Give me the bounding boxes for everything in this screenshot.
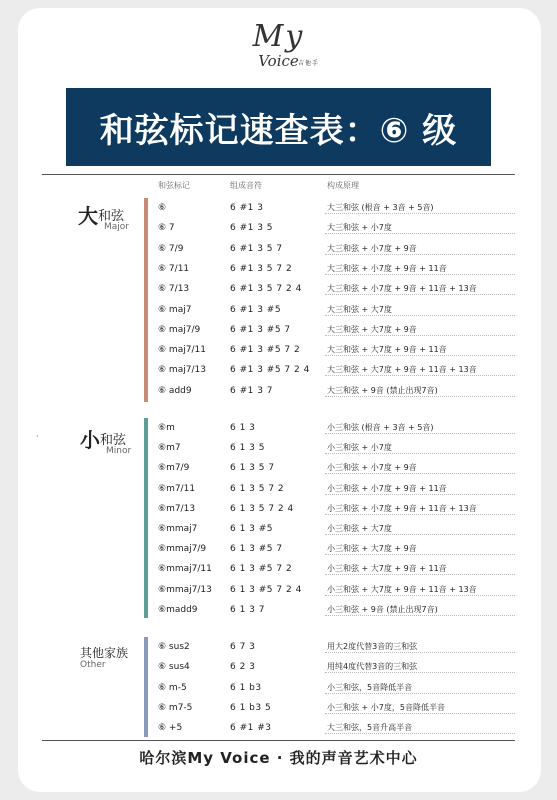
chord-notes: 6 1 3 #5 7 2 4	[230, 584, 302, 595]
row-divider	[325, 473, 515, 474]
row-divider	[325, 615, 515, 616]
chord-notes: 6 #1 3 #5 7 2 4	[230, 365, 310, 376]
table-row	[0, 418, 557, 438]
chord-name: ⑥ m-5	[158, 682, 187, 693]
chord-notes: 6 1 3	[230, 423, 256, 433]
table-row	[0, 559, 557, 579]
other-en: Other	[80, 660, 106, 670]
chord-description: 大三和弦 + 小7度 + 9音 + 11音	[327, 263, 447, 273]
chord-description: 小三和弦 + 大7度 + 9音 + 11音 + 13音	[327, 584, 477, 594]
table-row	[0, 499, 557, 519]
row-divider	[325, 315, 515, 316]
row-divider	[325, 595, 515, 596]
chord-description: 小三和弦 + 小7度，5音降低半音	[327, 702, 445, 712]
major-cn: 和弦	[98, 209, 125, 224]
table-row	[0, 438, 557, 458]
chord-notes: 6 1 3 #5 7 2	[230, 564, 293, 575]
chord-name: ⑥ sus2	[158, 642, 190, 652]
chord-notes: 6 #1 3 #5 7	[230, 324, 291, 335]
logo-line1: My	[252, 19, 305, 54]
footer-text: 哈尔滨My Voice · 我的声音艺术中心	[139, 749, 418, 767]
table-row	[0, 198, 557, 218]
row-divider	[325, 514, 515, 515]
row-divider	[325, 574, 515, 575]
table-row	[0, 218, 557, 238]
row-divider	[325, 396, 515, 397]
chord-notes: 6 #1 3 7	[230, 385, 274, 396]
chord-notes: 6 2 3	[230, 662, 256, 673]
table-row	[0, 340, 557, 360]
chord-description: 大三和弦 + 小7度 + 9音 + 11音 + 13音	[327, 284, 477, 294]
row-divider	[325, 713, 515, 714]
table-row	[0, 458, 557, 478]
chord-notes: 6 1 3 5 7	[230, 463, 275, 474]
chord-name: ⑥m7/13	[158, 503, 196, 514]
chord-notes: 6 #1 3 5 7 2	[230, 263, 293, 274]
chord-name: ⑥mmaj7/11	[158, 564, 212, 575]
chord-description: 小三和弦 + 大7度 + 9音	[327, 544, 417, 554]
table-row	[0, 657, 557, 677]
table-row	[0, 519, 557, 539]
row-divider	[325, 554, 515, 555]
chord-name: ⑥m	[158, 423, 175, 433]
chord-name: ⑥m7/9	[158, 463, 190, 474]
chord-description: 小三和弦 + 大7度 + 9音 + 11音	[327, 564, 447, 574]
row-divider	[325, 233, 515, 234]
chord-description: 小三和弦，5音降低半音	[327, 682, 413, 692]
col-header-notes: 组成音符	[230, 181, 262, 190]
chord-name: ⑥ 7	[158, 223, 175, 234]
chord-notes: 6 #1 3 #5	[230, 304, 282, 315]
chord-description: 大三和弦 + 小7度 + 9音	[327, 243, 417, 253]
chord-description: 大三和弦 + 大7度 + 9音 + 11音 + 13音	[327, 365, 477, 375]
row-divider	[325, 213, 515, 214]
row-divider	[325, 355, 515, 356]
logo-line3: 吉他手	[298, 60, 320, 67]
row-divider	[325, 733, 515, 734]
chord-description: 小三和弦 (根音 + 3音 + 5音)	[327, 423, 434, 432]
table-row	[0, 539, 557, 559]
chord-notes: 6 #1 3 5 7 2 4	[230, 284, 302, 295]
chord-name: ⑥ maj7/9	[158, 324, 201, 335]
minor-cn: 和弦	[100, 433, 127, 448]
chord-notes: 6 1 b3 5	[230, 702, 272, 713]
chord-description: 大三和弦 + 大7度	[327, 304, 392, 314]
chord-name: ⑥ 7/13	[158, 284, 190, 295]
row-divider	[325, 494, 515, 495]
chord-description: 大三和弦 + 小7度	[327, 223, 392, 233]
divider-top	[42, 174, 515, 175]
col-header-chord: 和弦标记	[158, 181, 190, 190]
table-row	[0, 600, 557, 620]
chord-description: 小三和弦 + 小7度	[327, 443, 392, 453]
chord-name: ⑥ maj7/11	[158, 345, 206, 356]
row-divider	[325, 335, 515, 336]
chord-name: ⑥ 7/9	[158, 243, 184, 254]
chord-name: ⑥m7	[158, 443, 181, 454]
divider-bottom	[42, 740, 515, 741]
chord-notes: 6 #1 3 5	[230, 223, 274, 234]
other-cn: 其他家族	[80, 646, 129, 660]
chord-notes: 6 1 3 7	[230, 604, 265, 615]
chord-notes: 6 7 3	[230, 642, 256, 652]
chord-name: ⑥ maj7/13	[158, 365, 206, 376]
title-banner	[66, 88, 491, 166]
chord-description: 小三和弦 + 小7度 + 9音	[327, 463, 417, 473]
chord-name: ⑥ m7-5	[158, 702, 193, 713]
table-row	[0, 580, 557, 600]
table-row	[0, 259, 557, 279]
table-row	[0, 279, 557, 299]
major-big: 大	[78, 204, 98, 228]
chord-notes: 6 1 3 5 7 2	[230, 483, 285, 494]
minor-en: Minor	[106, 446, 132, 456]
chord-description: 大三和弦 + 大7度 + 9音	[327, 324, 417, 334]
chord-notes: 6 1 3 5	[230, 443, 265, 454]
chord-name: ⑥ 7/11	[158, 263, 190, 274]
chord-name: ⑥ sus4	[158, 662, 190, 673]
chord-name: ⑥ maj7	[158, 304, 192, 315]
table-row	[0, 698, 557, 718]
chord-description: 用纯4度代替3音的三和弦	[327, 662, 418, 672]
table-row	[0, 637, 557, 657]
row-divider	[325, 534, 515, 535]
chord-description: 大三和弦 + 大7度 + 9音 + 11音	[327, 345, 447, 355]
table-row	[0, 360, 557, 380]
chord-name: ⑥mmaj7/9	[158, 544, 207, 555]
chord-name: ⑥	[158, 203, 167, 213]
row-divider	[325, 693, 515, 694]
minor-big: 小	[80, 428, 100, 452]
chord-notes: 6 #1 #3	[230, 723, 272, 734]
row-divider	[325, 433, 515, 434]
row-divider	[325, 672, 515, 673]
col-header-desc: 构成原理	[327, 181, 359, 190]
table-row	[0, 239, 557, 259]
row-divider	[325, 652, 515, 653]
table-row	[0, 381, 557, 401]
chord-notes: 6 1 b3	[230, 682, 262, 693]
page-title: 和弦标记速查表：⑥ 级	[99, 110, 458, 151]
major-en: Major	[104, 222, 129, 232]
chord-description: 小三和弦 + 小7度 + 9音 + 11音 + 13音	[327, 503, 477, 513]
side-mark: ·	[36, 432, 39, 441]
chord-notes: 6 #1 3	[230, 203, 264, 213]
chord-notes: 6 1 3 #5 7	[230, 544, 283, 555]
chord-description: 小三和弦 + 小7度 + 9音 + 11音	[327, 483, 447, 493]
chord-name: ⑥mmaj7	[158, 524, 198, 534]
chord-description: 小三和弦 + 9音 (禁止出现7音)	[327, 604, 438, 614]
chord-description: 大三和弦 (根音 + 3音 + 5音)	[327, 203, 434, 212]
table-row	[0, 320, 557, 340]
chord-notes: 6 #1 3 5 7	[230, 243, 283, 254]
chord-notes: 6 1 3 5 7 2 4	[230, 503, 294, 514]
row-divider	[325, 274, 515, 275]
chord-name: ⑥madd9	[158, 604, 198, 615]
table-row	[0, 678, 557, 698]
brand-logo	[0, 19, 557, 82]
table-row	[0, 479, 557, 499]
table-row	[0, 718, 557, 738]
chord-description: 用大2度代替3音的三和弦	[327, 642, 418, 651]
chord-description: 大三和弦，5音升高半音	[327, 723, 413, 733]
chord-description: 大三和弦 + 9音 (禁止出现7音)	[327, 385, 438, 395]
chord-name: ⑥mmaj7/13	[158, 584, 212, 595]
chord-name: ⑥ add9	[158, 385, 192, 396]
row-divider	[325, 294, 515, 295]
chord-notes: 6 #1 3 #5 7 2	[230, 345, 301, 356]
chord-name: ⑥ +5	[158, 723, 183, 734]
chord-notes: 6 1 3 #5	[230, 524, 274, 534]
logo-line2: Voice	[258, 52, 299, 70]
row-divider	[325, 254, 515, 255]
row-divider	[325, 375, 515, 376]
chord-name: ⑥m7/11	[158, 483, 196, 494]
chord-description: 小三和弦 + 大7度	[327, 524, 392, 533]
row-divider	[325, 453, 515, 454]
table-row	[0, 300, 557, 320]
